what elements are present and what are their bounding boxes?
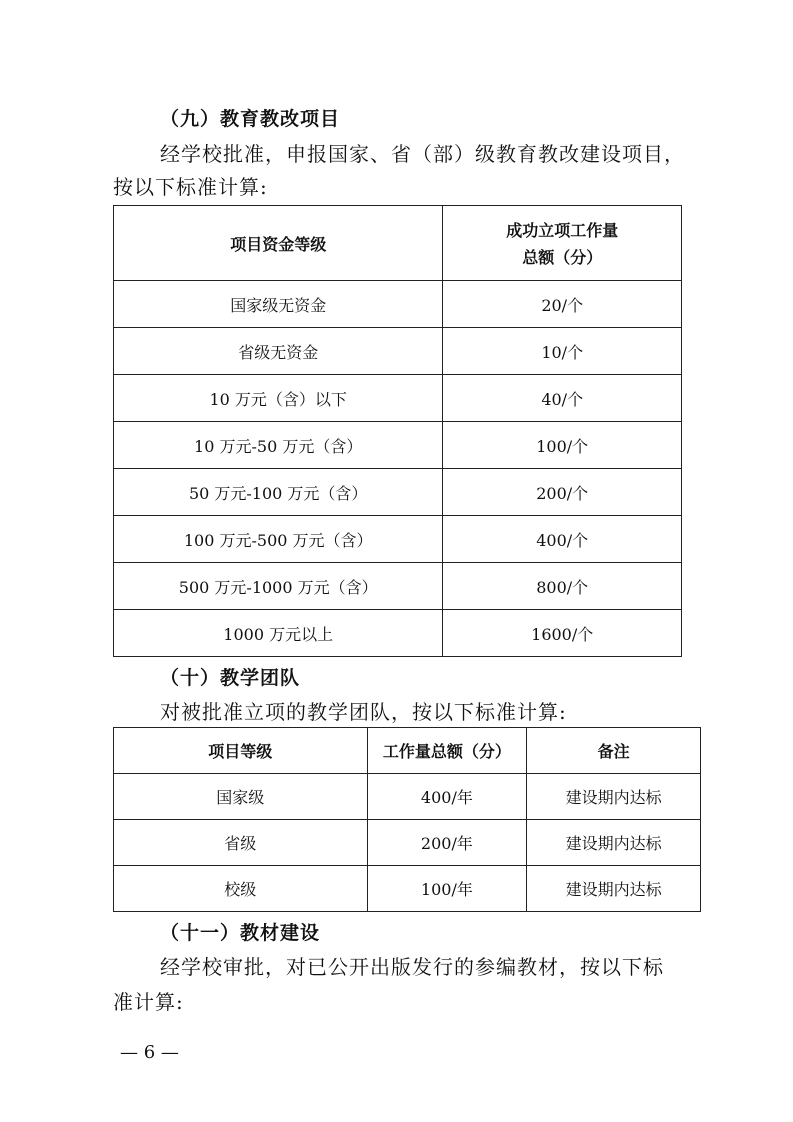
cell-level: 500 万元-1000 万元（含） [114, 563, 443, 610]
header-workload-total [443, 206, 682, 281]
section9-para-line1: 经学校批准，申报国家、省（部）级教育教改建设项目， [160, 142, 685, 166]
cell-level: 国家级无资金 [114, 281, 443, 328]
cell-score: 10/个 [443, 328, 682, 375]
cell-level: 10 万元-50 万元（含） [114, 422, 443, 469]
cell-remark: 建设期内达标 [527, 774, 701, 820]
cell-score: 20/个 [443, 281, 682, 328]
table-row [114, 866, 701, 912]
table-row [114, 774, 701, 820]
cell-level: 100 万元-500 万元（含） [114, 516, 443, 563]
cell-score: 400/个 [443, 516, 682, 563]
cell-level: 省级无资金 [114, 328, 443, 375]
table-header-row [114, 728, 701, 774]
header-workload-line2: 总额（分） [522, 248, 603, 267]
cell-level: 国家级 [114, 774, 368, 820]
cell-score: 800/个 [443, 563, 682, 610]
cell-score: 100/年 [367, 866, 527, 912]
cell-level: 省级 [114, 820, 368, 866]
cell-score: 400/年 [367, 774, 527, 820]
section10-para: 对被批准立项的教学团队，按以下标准计算: [160, 700, 567, 724]
cell-remark: 建设期内达标 [527, 866, 701, 912]
section9-table [113, 205, 682, 657]
section10-heading: （十）教学团队 [160, 667, 301, 689]
cell-level: 校级 [114, 866, 368, 912]
section11-para-line1: 经学校审批，对已公开出版发行的参编教材，按以下标 [160, 955, 664, 979]
section10-table [113, 727, 701, 912]
cell-level: 10 万元（含）以下 [114, 375, 443, 422]
page-number: — 6 — [120, 1042, 179, 1063]
section9-para-line2: 按以下标准计算: [113, 175, 268, 199]
cell-remark: 建设期内达标 [527, 820, 701, 866]
section11-heading: （十一）教材建设 [160, 922, 321, 944]
table-row [114, 516, 682, 563]
cell-score: 100/个 [443, 422, 682, 469]
table-row [114, 281, 682, 328]
header-workload: 工作量总额（分） [367, 728, 527, 774]
cell-level: 50 万元-100 万元（含） [114, 469, 443, 516]
cell-level: 1000 万元以上 [114, 610, 443, 657]
header-funding-level: 项目资金等级 [114, 206, 443, 281]
section11-para-line2: 准计算: [113, 990, 184, 1014]
table-row [114, 820, 701, 866]
header-workload-line1: 成功立项工作量 [506, 221, 619, 240]
table-row [114, 422, 682, 469]
table-row [114, 328, 682, 375]
header-project-level: 项目等级 [114, 728, 368, 774]
cell-score: 40/个 [443, 375, 682, 422]
cell-score: 200/个 [443, 469, 682, 516]
cell-score: 200/年 [367, 820, 527, 866]
table-row [114, 610, 682, 657]
section9-heading: （九）教育教改项目 [160, 108, 341, 130]
header-remarks: 备注 [527, 728, 701, 774]
cell-score: 1600/个 [443, 610, 682, 657]
table-row [114, 375, 682, 422]
table-row [114, 563, 682, 610]
table-header-row [114, 206, 682, 281]
table-row [114, 469, 682, 516]
